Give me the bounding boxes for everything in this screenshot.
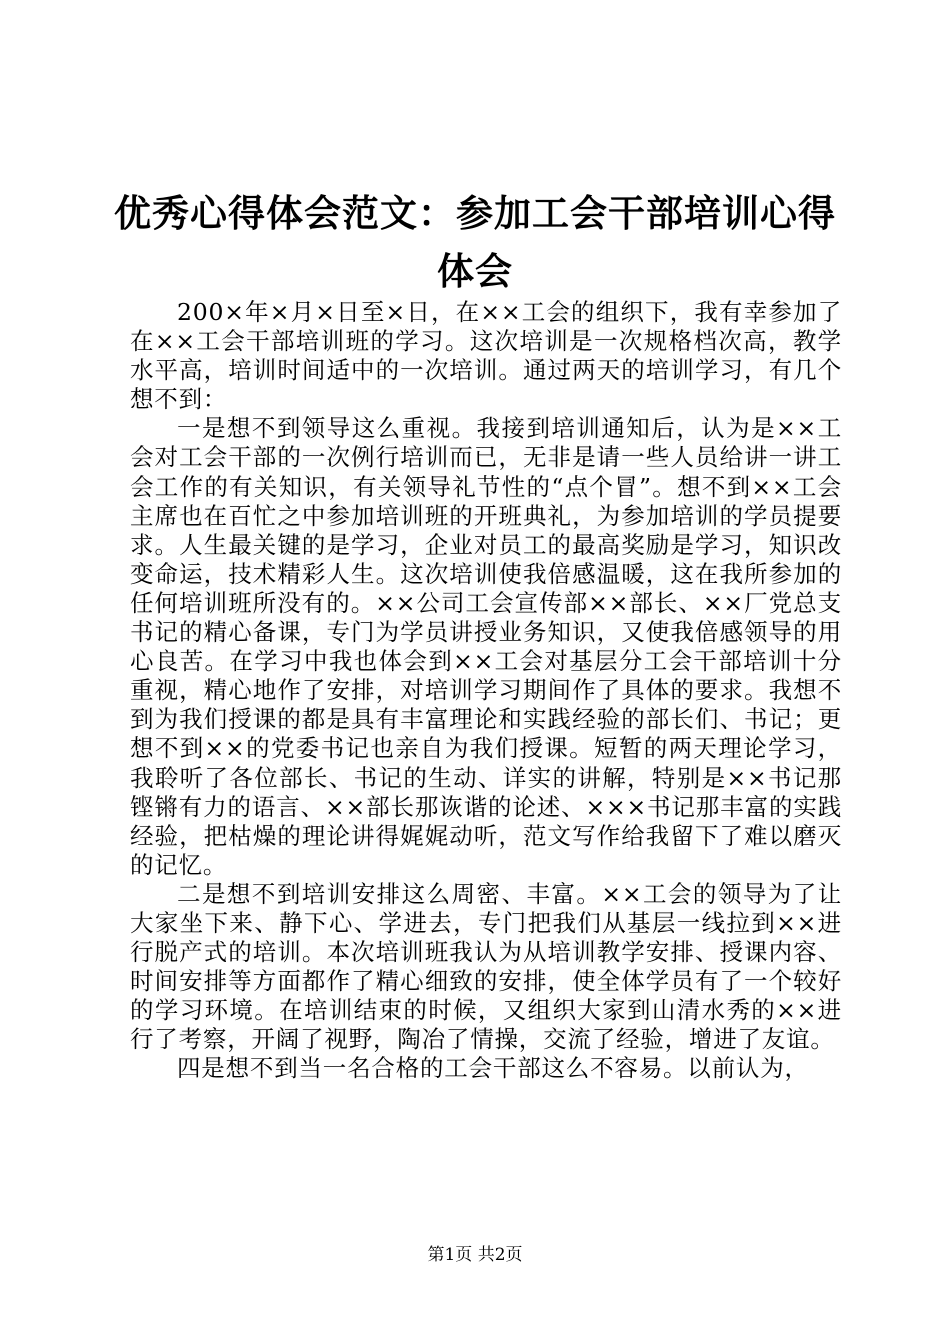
paragraph-point-two: 二是想不到培训安排这么周密、丰富。××工会的领导为了让大家坐下来、静下心、学进去，专门把我们从基层一线拉到××进行脱产式的培训。本次培训班我认为从培训教学安排、授课内容、时间安排等方面都作了精心细致的安排，使全体学员有了一个较好的学习环境。在培训结束的时候，又组织大家到山清水秀的××进行了考察，开阔了视野，陶冶了情操，交流了经验，增进了友谊。 [130,879,842,1054]
paragraph-point-one: 一是想不到领导这么重视。我接到培训通知后，认为是××工会对工会干部的一次例行培训而已，无非是请一些人员给讲一讲工会工作的有关知识，有关领导礼节性的“点个冒”。想不到××工会主席也在百忙之中参加培训班的开班典礼，为参加培训的学员提要求。人生最关键的是学习，企业对员工的最高奖励是学习，知识改变命运，技术精彩人生。这次培训使我倍感温暖，这在我所参加的任何培训班所没有的。××公司工会宣传部××部长、××厂党总支书记的精心备课，专门为学员讲授业务知识，又使我倍感领导的用心良苦。在学习中我也体会到××工会对基层分工会干部培训十分重视，精心地作了安排，对培训学习期间作了具体的要求。我想不到为我们授课的都是具有丰富理论和实践经验的部长们、书记；更想不到××的党委书记也亲自为我们授课。短暂的两天理论学习，我聆听了各位部长、书记的生动、详实的讲解，特别是××书记那铿锵有力的语言、××部长那诙谐的论述、×××书记那丰富的实践经验，把枯燥的理论讲得娓娓动听，范文写作给我留下了难以磨灭的记忆。 [130,414,842,879]
paragraph-point-four: 四是想不到当一名合格的工会干部这么不容易。以前认为， [177,1054,809,1083]
document-title: 优秀心得体会范文：参加工会干部培训心得体会 [114,191,836,293]
document-body [130,298,842,1084]
page-number-footer: 第1页 共2页 [427,1245,523,1265]
paragraph-intro: 200×年×月×日至×日，在××工会的组织下，我有幸参加了在××工会干部培训班的学习。这次培训是一次规格档次高，教学水平高，培训时间适中的一次培训。通过两天的培训学习，有几个想不到： [130,298,842,414]
